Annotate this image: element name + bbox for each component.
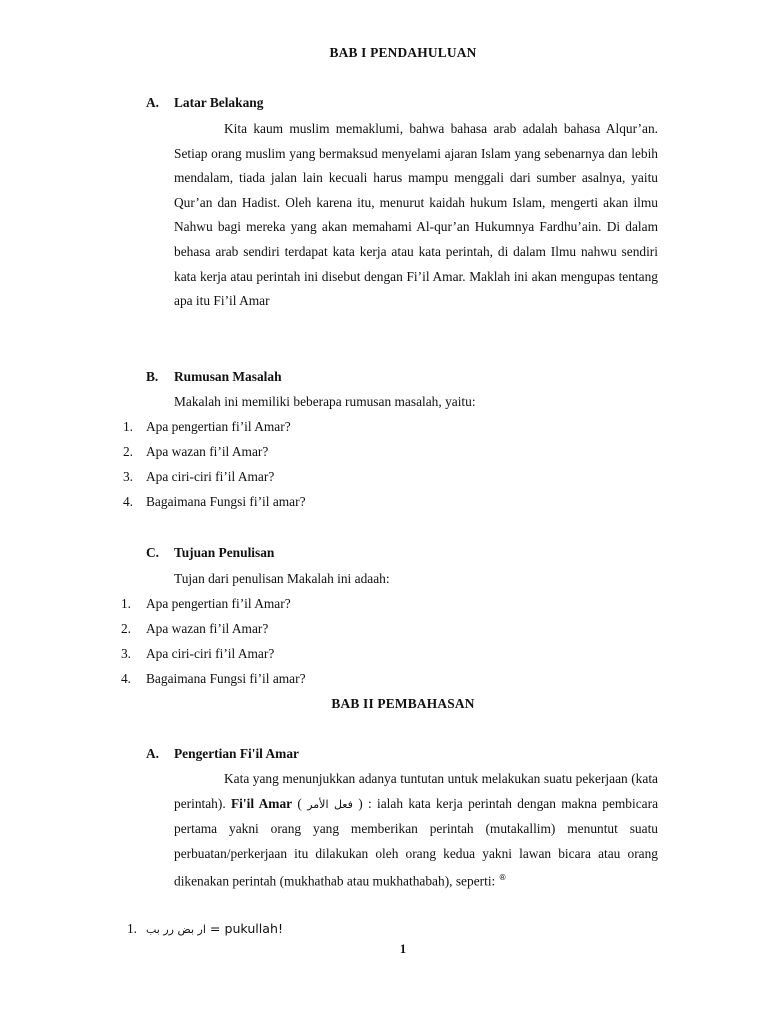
- open-paren: (: [292, 795, 308, 811]
- section-heading-latar-belakang: [146, 95, 263, 111]
- list-number: 1.: [120, 596, 131, 611]
- list-number: 4.: [122, 494, 133, 509]
- list-text: Apa ciri-ciri fi’il Amar?: [146, 646, 275, 661]
- example-text: [146, 921, 283, 937]
- section-heading-rumusan-masalah: [146, 369, 282, 385]
- list-number: 3.: [120, 646, 131, 661]
- paragraph-pengertian: [174, 767, 658, 894]
- example-arabic: ار بض رر بب: [146, 923, 206, 936]
- list-text: Apa pengertian fi’il Amar?: [146, 596, 291, 611]
- close-paren: ): [352, 795, 368, 811]
- section-title: Rumusan Masalah: [174, 369, 282, 384]
- list-number: 2.: [122, 444, 133, 459]
- arabic-term: فعل الأمر: [307, 797, 353, 811]
- section-heading-pengertian: [146, 746, 299, 762]
- list-text: Apa wazan fi’il Amar?: [146, 621, 269, 636]
- paragraph-text-part1: Kata yang menunjukkan adanya tuntutan untuk melakukan suatu pekerjaan (kata perintah).: [174, 771, 658, 811]
- list-text: Apa pengertian fi’il Amar?: [146, 419, 291, 434]
- list-text: Apa wazan fi’il Amar?: [146, 444, 269, 459]
- section-heading-tujuan-penulisan: [146, 545, 274, 561]
- list-text: Apa ciri-ciri fi’il Amar?: [146, 469, 275, 484]
- section-letter: B.: [146, 369, 159, 384]
- list-number: 2.: [120, 621, 131, 636]
- section-title: Tujuan Penulisan: [174, 545, 275, 560]
- chapter-title-bab1: BAB I PENDAHULUAN: [329, 45, 477, 60]
- section-letter: C.: [146, 545, 160, 560]
- footnote-mark[interactable]: ®: [498, 873, 507, 883]
- paragraph-text-part2: : ialah kata kerja perintah dengan makna pembicara pertama yakni orang yang memberikan perintah (mutakallim) menuntut suatu perbuatan/perkerjaan itu dilakukan oleh orang kedua yakni lawan bicara atau orang dikenakan perintah (mukhathab atau mukhathabah), seperti:: [174, 795, 659, 889]
- section-letter: A.: [146, 95, 160, 110]
- paragraph-text: [174, 767, 658, 894]
- paragraph-text: Kita kaum muslim memaklumi, bahwa bahasa arab adalah bahasa Alqur’an. Setiap orang muslim yang bermaksud menyelami ajaran Islam yang sebenarnya dan lebih mendalam, tiada jalan lain kecuali harus mampu menggali dari sumber asalnya, yaitu Qur’an dan Hadist. Oleh karena itu, menurut kaidah hukum Islam, mengerti akan ilmu Nahwu bagi mereka yang akan memahami Al-qur’an Hukumnya Fardhu’ain. Di dalam behasa arab sendiri terdapat kata kerja atau kata perintah, di dalam Ilmu nahwu sendiri kata kerja atau perintah ini disebut dengan Fi’il Amar. Maklah ini akan mengupas tentang apa itu Fi’il Amar: [174, 121, 658, 309]
- list-number: 4.: [120, 671, 131, 686]
- list-number: 1.: [126, 921, 137, 936]
- section-letter: A.: [146, 746, 160, 761]
- rumusan-intro: Makalah ini memiliki beberapa rumusan masalah, yaitu:: [174, 394, 476, 409]
- example-meaning: = pukullah!: [205, 921, 284, 936]
- list-number: 3.: [122, 469, 133, 484]
- chapter-title-bab2: BAB II PEMBAHASAN: [331, 696, 475, 711]
- page-number: 1: [399, 942, 407, 956]
- bold-term: Fi'il Amar: [231, 795, 293, 811]
- list-number: 1.: [122, 419, 133, 434]
- section-title: Latar Belakang: [174, 95, 264, 110]
- list-text: Bagaimana Fungsi fi’il amar?: [146, 671, 306, 686]
- section-title: Pengertian Fi'il Amar: [174, 746, 299, 761]
- tujuan-intro: Tujan dari penulisan Makalah ini adaah:: [174, 571, 390, 586]
- list-text: Bagaimana Fungsi fi’il amar?: [146, 494, 306, 509]
- paragraph-latar-belakang: [174, 117, 658, 314]
